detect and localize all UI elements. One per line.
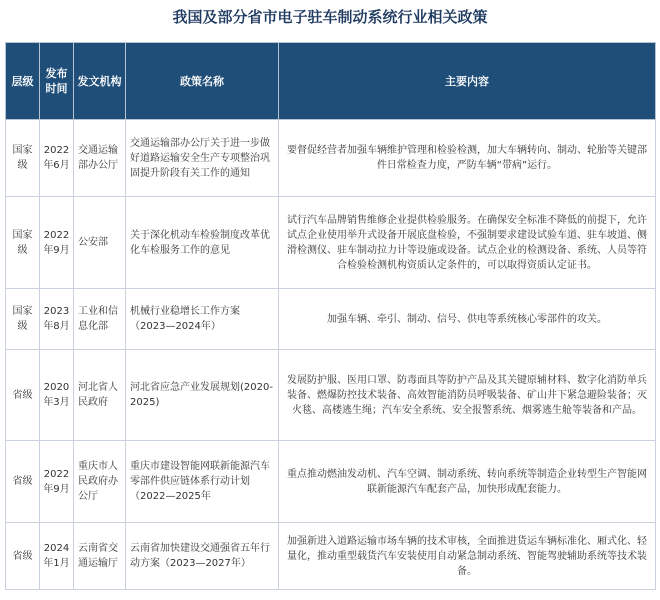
cell-policy: 关于深化机动车检验制度改革优化车检服务工作的意见 <box>126 197 279 289</box>
cell-level: 国家级 <box>6 289 40 350</box>
page-title: 我国及部分省市电子驻车制动系统行业相关政策 <box>172 8 488 26</box>
table-header-row <box>6 43 656 120</box>
header-content: 主要内容 <box>279 43 656 120</box>
cell-time: 2024年1月 <box>40 523 74 590</box>
cell-content: 发展防护服、医用口罩、防毒面具等防护产品及其关键原辅材料、数字化消防单兵装备、燃爆防控技术装备、高效智能消防员呼吸装备、矿山井下紧急避险装备；灭火毯、高楼逃生绳；汽车安全系统、安全报警系统、烟雾逃生舱等装备和产品。 <box>279 350 656 441</box>
table-row <box>6 441 656 523</box>
cell-time: 2020年3月 <box>40 350 74 441</box>
cell-time: 2022年9月 <box>40 197 74 289</box>
cell-content: 加强车辆、牵引、制动、信号、供电等系统核心零部件的攻关。 <box>279 289 656 350</box>
cell-policy: 重庆市建设智能网联新能源汽车零部件供应链体系行动计划（2022—2025年 <box>126 441 279 523</box>
table-row <box>6 197 656 289</box>
header-level: 层级 <box>6 43 40 120</box>
cell-issuer: 交通运输部办公厅 <box>74 120 126 197</box>
cell-content: 加强新进入道路运输市场车辆的技术审核，全面推进货运车辆标准化、厢式化、轻量化，推动重型载货汽车安装使用自动紧急制动系统、智能驾驶辅助系统等技术装备。 <box>279 523 656 590</box>
cell-level: 省级 <box>6 350 40 441</box>
cell-time: 2022年6月 <box>40 120 74 197</box>
cell-level: 省级 <box>6 441 40 523</box>
cell-issuer: 工业和信息化部 <box>74 289 126 350</box>
cell-time: 2023年8月 <box>40 289 74 350</box>
header-issuer: 发文机构 <box>74 43 126 120</box>
cell-content: 重点推动燃油发动机、汽车空调、制动系统、转向系统等制造企业转型生产智能网联新能源汽车配套产品，加快形成配套能力。 <box>279 441 656 523</box>
table-row <box>6 350 656 441</box>
cell-issuer: 河北省人民政府 <box>74 350 126 441</box>
cell-content: 试行汽车品牌销售维修企业提供检验服务。在确保安全标准不降低的前提下，允许试点企业使用举升式设备开展底盘检验，不强制要求建设试验车道、驻车坡道、侧滑检测仪、驻车制动拉力计等设施或设备。试点企业的检测设备、系统、人员等符合检验检测机构资质认定条件的，可以取得资质认定证书。 <box>279 197 656 289</box>
cell-issuer: 重庆市人民政府办公厅 <box>74 441 126 523</box>
cell-policy: 云南省加快建设交通强省五年行动方案（2023—2027年） <box>126 523 279 590</box>
table-row <box>6 523 656 590</box>
table-row <box>6 289 656 350</box>
cell-level: 国家级 <box>6 120 40 197</box>
cell-policy: 机械行业稳增长工作方案（2023—2024年） <box>126 289 279 350</box>
cell-level: 省级 <box>6 523 40 590</box>
cell-policy: 交通运输部办公厅关于进一步做好道路运输安全生产专项整治巩固提升阶段有关工作的通知 <box>126 120 279 197</box>
cell-time: 2022年9月 <box>40 441 74 523</box>
cell-policy: 河北省应急产业发展规划(2020-2025) <box>126 350 279 441</box>
cell-issuer: 公安部 <box>74 197 126 289</box>
cell-level: 国家级 <box>6 197 40 289</box>
cell-issuer: 云南省交通运输厅 <box>74 523 126 590</box>
header-time: 发布时间 <box>40 43 74 120</box>
policy-table <box>5 42 656 590</box>
table-row <box>6 120 656 197</box>
header-policy: 政策名称 <box>126 43 279 120</box>
cell-content: 要督促经营者加强车辆维护管理和检验检测，加大车辆转向、制动、轮胎等关键部件日常检查力度，严防车辆“带病”运行。 <box>279 120 656 197</box>
